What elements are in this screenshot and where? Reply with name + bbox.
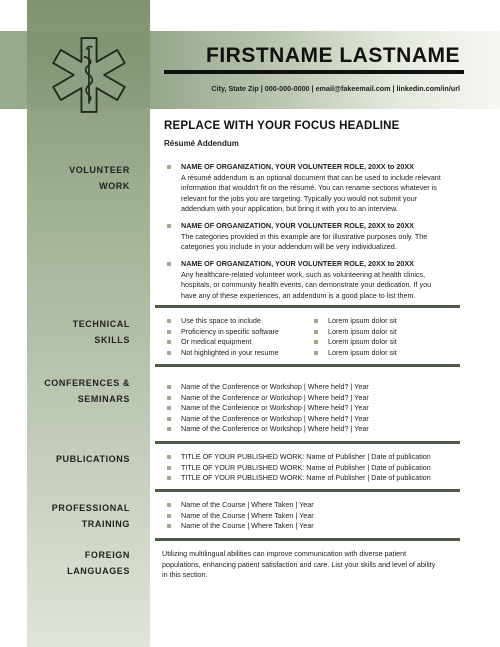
entry-line: Any healthcare-related volunteer work, such as volunteering at health clinics, <box>181 269 426 279</box>
paragraph-line: in this section. <box>162 570 208 580</box>
section-label-line: LANGUAGES <box>67 566 130 576</box>
list-item <box>314 316 397 327</box>
square-bullet-icon <box>167 476 171 480</box>
square-bullet-icon <box>167 427 171 431</box>
square-bullet-icon <box>167 262 171 266</box>
square-bullet-icon <box>167 319 171 323</box>
document-subtitle: Résumé Addendum <box>164 139 239 148</box>
section-label-conferences <box>40 375 130 407</box>
publications-list <box>167 452 431 484</box>
list-item-text: Name of the Conference or Workshop | Where held? | Year <box>181 403 369 413</box>
list-item <box>167 382 369 393</box>
list-item-text: Proficiency in specific software <box>181 326 279 336</box>
section-label-line: CONFERENCES & <box>44 378 130 388</box>
list-item-text: Not highlighted in your resume <box>181 347 279 357</box>
section-label-line: SEMINARS <box>77 394 130 404</box>
square-bullet-icon <box>314 319 318 323</box>
section-divider <box>155 489 460 492</box>
section-label-languages <box>40 547 130 579</box>
list-item <box>167 511 314 522</box>
paragraph-line: populations, enhancing patient satisfaction and care. List your skills and level of ability <box>162 559 436 569</box>
list-item-text: Name of the Course | Where Taken | Year <box>181 500 314 509</box>
section-label-line: TRAINING <box>81 519 130 529</box>
focus-headline: REPLACE WITH YOUR FOCUS HEADLINE <box>164 120 400 132</box>
star-of-life-icon <box>47 33 131 117</box>
entry-line: hospitals, or community health events, can demonstrate your dedication. If you <box>181 280 432 290</box>
contact-line: City, State Zip | 000-000-0000 | email@fakeemail.com | linkedin.com/in/url <box>211 84 460 93</box>
section-divider <box>155 538 460 541</box>
list-item <box>167 500 314 511</box>
entry-line: categories you include in your addendum will be very individualized. <box>181 242 397 252</box>
list-item <box>167 414 369 425</box>
square-bullet-icon <box>167 165 171 169</box>
list-item <box>167 327 279 338</box>
square-bullet-icon <box>314 330 318 334</box>
list-item-text: TITLE OF YOUR PUBLISHED WORK: Name of Publisher | Date of publication <box>181 462 431 472</box>
section-label-volunteer <box>40 162 130 194</box>
candidate-name: FIRSTNAME LASTNAME <box>206 44 460 67</box>
section-divider <box>155 364 460 367</box>
list-item <box>167 452 431 463</box>
square-bullet-icon <box>167 417 171 421</box>
list-item-text: Lorem ipsum dolor sit <box>328 337 397 347</box>
square-bullet-icon <box>167 224 171 228</box>
entry-line: addendum with your application, but bring it with you to an interview. <box>181 204 398 214</box>
square-bullet-icon <box>167 330 171 334</box>
languages-paragraph <box>162 549 462 581</box>
entry-line: relevant for the jobs you are targeting. Typically you would not submit your <box>181 193 417 203</box>
skills-list-left <box>167 316 279 358</box>
list-item <box>167 473 431 484</box>
list-item-text: TITLE OF YOUR PUBLISHED WORK: Name of Publisher | Date of publication <box>181 473 431 483</box>
volunteer-entry <box>167 162 467 215</box>
list-item-text: Name of the Conference or Workshop | Where held? | Year <box>181 392 369 402</box>
square-bullet-icon <box>167 396 171 400</box>
section-label-technical: TECHNICAL SKILLS <box>72 319 130 345</box>
list-item-text: Name of the Conference or Workshop | Where held? | Year <box>181 382 369 391</box>
list-item-text: Name of the Course | Where Taken | Year <box>181 521 314 531</box>
list-item-text: Lorem ipsum dolor sit <box>328 347 397 357</box>
section-label-line: FOREIGN <box>84 550 130 560</box>
list-item-text: Name of the Conference or Workshop | Where held? | Year <box>181 413 369 423</box>
section-label-line: PROFESSIONAL <box>51 503 130 513</box>
training-list <box>167 500 314 532</box>
list-item <box>167 403 369 414</box>
entry-title: NAME OF ORGANIZATION, YOUR VOLUNTEER ROLE, 20XX to 20XX <box>181 221 414 230</box>
list-item <box>314 348 397 359</box>
section-label-line: VOLUNTEER <box>69 165 130 175</box>
paragraph-line: Utilizing multilingual abilities can improve communication with diverse patient <box>162 549 407 558</box>
list-item <box>167 316 279 327</box>
list-item <box>167 393 369 404</box>
square-bullet-icon <box>314 340 318 344</box>
list-item-text: Lorem ipsum dolor sit <box>328 326 397 336</box>
square-bullet-icon <box>167 503 171 507</box>
section-label-publications: PUBLICATIONS <box>55 454 130 464</box>
skills-list-right <box>314 316 397 358</box>
square-bullet-icon <box>314 351 318 355</box>
volunteer-entry <box>167 221 467 253</box>
list-item <box>167 348 279 359</box>
square-bullet-icon <box>167 406 171 410</box>
section-divider <box>155 305 460 308</box>
volunteer-entry <box>167 259 467 301</box>
list-item-text: Use this space to include <box>181 316 261 325</box>
section-label-training <box>40 500 130 532</box>
square-bullet-icon <box>167 524 171 528</box>
list-item-text: TITLE OF YOUR PUBLISHED WORK: Name of Publisher | Date of publication <box>181 452 431 461</box>
square-bullet-icon <box>167 455 171 459</box>
list-item <box>167 463 431 474</box>
square-bullet-icon <box>167 351 171 355</box>
square-bullet-icon <box>167 466 171 470</box>
list-item-text: Lorem ipsum dolor sit <box>328 316 397 325</box>
list-item-text: Name of the Conference or Workshop | Where held? | Year <box>181 424 369 434</box>
entry-line: have any of these experiences, an addendum is a good place to list them. <box>181 290 416 300</box>
list-item <box>314 327 397 338</box>
name-divider <box>164 70 464 74</box>
entry-line: The categories provided in this example are for illustrative purposes only. The <box>181 231 428 241</box>
square-bullet-icon <box>167 340 171 344</box>
list-item <box>167 337 279 348</box>
entry-title: NAME OF ORGANIZATION, YOUR VOLUNTEER ROLE, 20XX to 20XX <box>181 259 414 268</box>
list-item <box>314 337 397 348</box>
list-item-text: Or medical equipment <box>181 337 252 347</box>
list-item-text: Name of the Course | Where Taken | Year <box>181 510 314 520</box>
conferences-list <box>167 382 369 435</box>
entry-title: NAME OF ORGANIZATION, YOUR VOLUNTEER ROLE, 20XX to 20XX <box>181 162 414 171</box>
section-divider <box>155 441 460 444</box>
list-item <box>167 521 314 532</box>
entry-line: information that wouldn't fit on the résumé. You can rename sections whatever is <box>181 183 437 193</box>
square-bullet-icon <box>167 385 171 389</box>
square-bullet-icon <box>167 514 171 518</box>
list-item <box>167 424 369 435</box>
entry-line: A résumé addendum is an optional document that can be used to include relevant <box>181 172 441 182</box>
section-label-line: WORK <box>99 181 130 191</box>
